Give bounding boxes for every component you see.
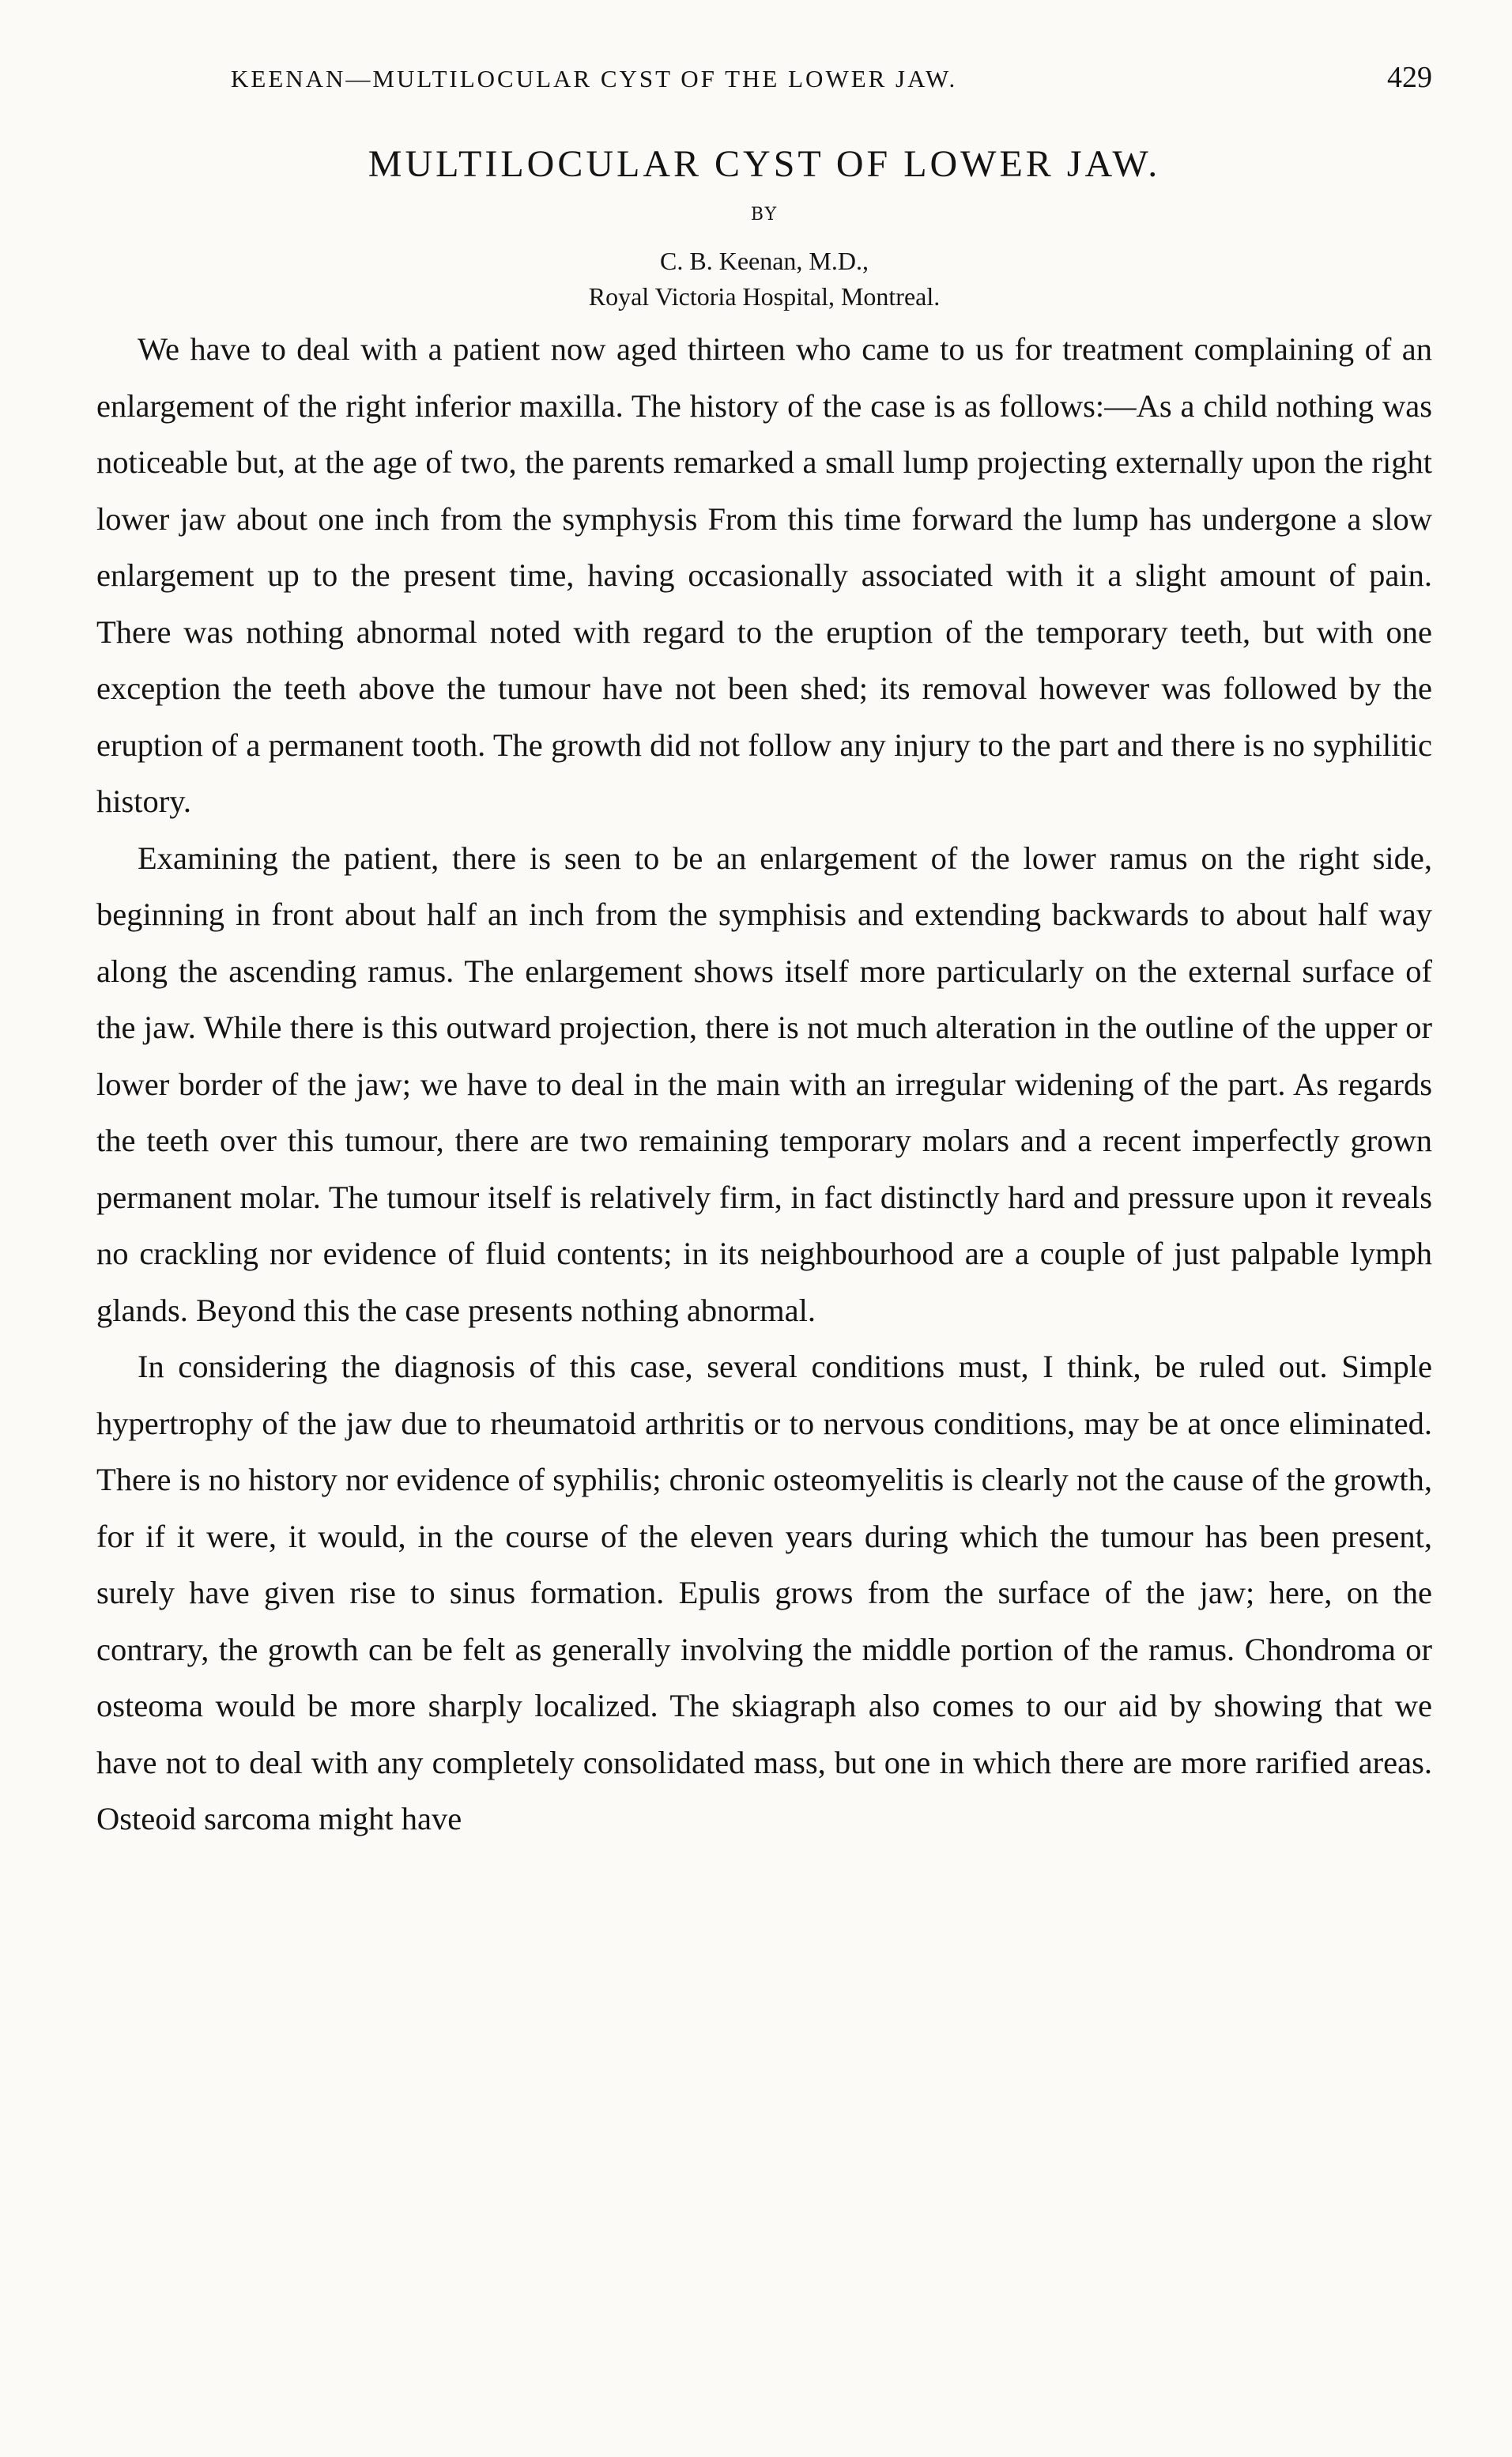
article-body xyxy=(96,321,1432,1847)
paragraph-diagnosis: In considering the diagnosis of this case, several conditions must, I think, be ruled out. Simple hypertrophy of the jaw due to rheumatoid arthritis or to nervous conditions, may be at once eliminated. There is no history nor evidence of syphilis; chronic osteomyelitis is clearly not the cause of the growth, for if it were, it would, in the course of the eleven years during which the tumour has been present, surely have given rise to sinus formation. Epulis grows from the surface of the jaw; here, on the contrary, the growth can be felt as generally involving the middle portion of the ramus. Chondroma or osteoma would be more sharply localized. The skiagraph also comes to our aid by showing that we have not to deal with any completely consolidated mass, but one in which there are more rarified areas. Osteoid sarcoma might have xyxy=(96,1349,1432,1836)
paragraph-history: We have to deal with a patient now aged thirteen who came to us for treatment complaining of an enlargement of the right inferior maxilla. The history of the case is as follows:—As a child nothing was noticeable but, at the age of two, the parents remarked a small lump projecting externally upon the right lower jaw about one inch from the symphysis From this time forward the lump has undergone a slow enlargement up to the present time, having occasionally associated with it a slight amount of pain. There was nothing abnormal noted with regard to the eruption of the temporary teeth, but with one exception the teeth above the tumour have not been shed; its removal however was followed by the eruption of a permanent tooth. The growth did not follow any injury to the part and there is no syphilitic history. xyxy=(96,331,1432,819)
author-name: C. B. Keenan, M.D., xyxy=(660,247,869,275)
running-title: KEENAN—MULTILOCULAR CYST OF THE LOWER JAW. xyxy=(231,65,958,92)
author-affiliation: Royal Victoria Hospital, Montreal. xyxy=(588,282,941,311)
byline: BY xyxy=(750,205,779,225)
article-title: MULTILOCULAR CYST OF LOWER JAW. xyxy=(368,143,1161,185)
page-number: 429 xyxy=(1387,61,1432,94)
paragraph-examination: Examining the patient, there is seen to be an enlargement of the lower ramus on the right side, beginning in front about half an inch from the symphisis and extending backwards to about half way along the ascending ramus. The enlargement shows itself more particularly on the external surface of the jaw. While there is this outward projection, there is not much alteration in the outline of the upper or lower border of the jaw; we have to deal in the main with an irregular widening of the part. As regards the teeth over this tumour, there are two remaining temporary molars and a recent imperfectly grown permanent molar. The tumour itself is relatively firm, in fact distinctly hard and pressure upon it reveals no crackling nor evidence of fluid contents; in its neighbourhood are a couple of just palpable lymph glands. Beyond this the case presents nothing abnormal. xyxy=(96,840,1432,1328)
document-page xyxy=(96,55,1432,1847)
running-header xyxy=(96,55,1432,111)
